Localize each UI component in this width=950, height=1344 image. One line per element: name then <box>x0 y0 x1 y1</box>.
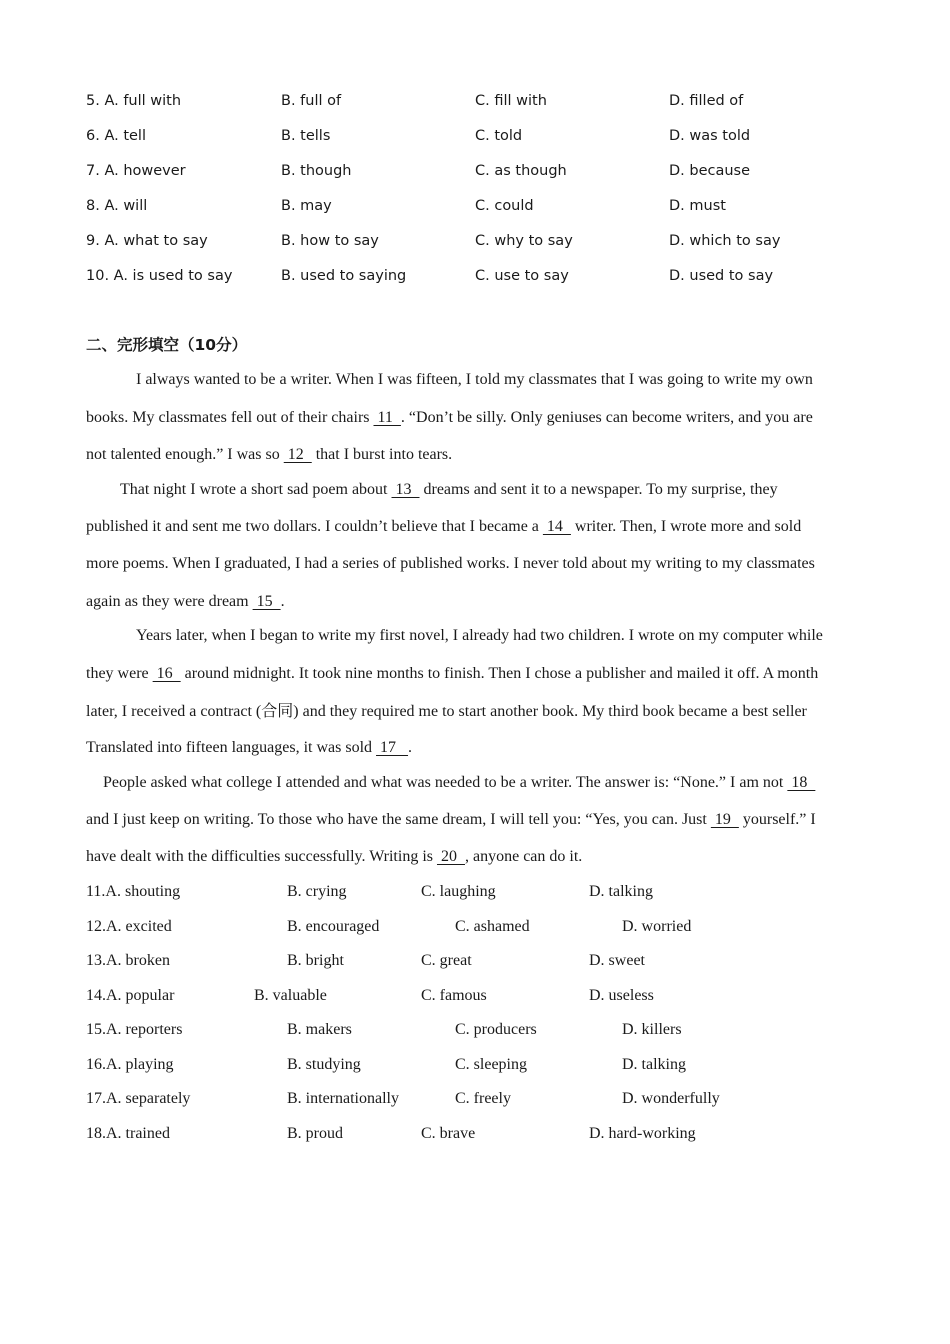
option-c: C. great <box>421 952 472 969</box>
passage-line: Translated into fifteen languages, it was sold 17 . <box>86 739 413 756</box>
passage-line: again as they were dream 15 . <box>86 593 285 610</box>
option-a: 9. A. what to say <box>86 233 208 249</box>
blank-13: 13 <box>391 481 420 498</box>
passage-line: Years later, when I began to write my first novel, I already had two children. I wrote on my computer while <box>136 627 823 644</box>
option-a: 5. A. full with <box>86 93 182 109</box>
option-d: D. useless <box>589 987 654 1004</box>
option-a: 7. A. however <box>86 163 186 179</box>
option-a: 16.A. playing <box>86 1056 174 1073</box>
option-b: B. bright <box>287 952 344 969</box>
option-d: D. hard-working <box>589 1125 696 1142</box>
passage-line: I always wanted to be a writer. When I was fifteen, I told my classmates that I was going to write my own <box>136 371 813 388</box>
option-b: B. crying <box>287 883 347 900</box>
blank-12: 12 <box>283 446 312 463</box>
blank-18: 18 <box>787 774 816 791</box>
section-heading: 二、完形填空（10分） <box>86 336 248 354</box>
option-b: B. internationally <box>287 1090 399 1107</box>
passage-line: more poems. When I graduated, I had a series of published works. I never told about my writing to my classmates <box>86 555 815 572</box>
option-a: 17.A. separately <box>86 1090 191 1107</box>
option-d: D. talking <box>589 883 653 900</box>
option-b: B. encouraged <box>287 918 380 935</box>
option-d: D. must <box>669 198 726 214</box>
passage-line: published it and sent me two dollars. I couldn’t believe that I became a 14 writer. Then, I wrote more and sold <box>86 518 802 535</box>
option-b: B. tells <box>281 128 331 144</box>
option-a: 10. A. is used to say <box>86 268 233 284</box>
chinese-gloss: 合同 <box>261 701 294 720</box>
option-c: C. fill with <box>475 93 547 109</box>
option-d: D. killers <box>622 1021 682 1038</box>
passage-line: That night I wrote a short sad poem about 13 dreams and sent it to a newspaper. To my surprise, they <box>120 481 778 498</box>
option-c: C. could <box>475 198 534 214</box>
option-a: 8. A. will <box>86 198 148 214</box>
option-b: B. proud <box>287 1125 343 1142</box>
option-b: B. valuable <box>254 987 327 1004</box>
option-a: 13.A. broken <box>86 952 170 969</box>
option-a: 18.A. trained <box>86 1125 170 1142</box>
option-a: 6. A. tell <box>86 128 146 144</box>
option-a: 11.A. shouting <box>86 883 181 900</box>
blank-11: 11 <box>373 409 401 426</box>
option-c: C. freely <box>455 1090 511 1107</box>
option-c: C. brave <box>421 1125 476 1142</box>
option-d: D. sweet <box>589 952 645 969</box>
option-a: 15.A. reporters <box>86 1021 183 1038</box>
option-d: D. worried <box>622 918 692 935</box>
option-c: C. laughing <box>421 883 496 900</box>
option-d: D. wonderfully <box>622 1090 720 1107</box>
option-c: C. told <box>475 128 523 144</box>
option-b: B. how to say <box>281 233 379 249</box>
passage-line: they were 16 around midnight. It took nine months to finish. Then I chose a publisher and mailed it off. A month <box>86 665 819 682</box>
option-d: D. talking <box>622 1056 686 1073</box>
blank-20: 20 <box>436 848 465 865</box>
option-b: B. may <box>281 198 332 214</box>
option-a: 14.A. popular <box>86 987 175 1004</box>
option-c: C. ashamed <box>455 918 530 935</box>
option-d: D. which to say <box>669 233 781 249</box>
blank-16: 16 <box>152 665 181 682</box>
option-b: B. makers <box>287 1021 352 1038</box>
option-d: D. used to say <box>669 268 774 284</box>
passage-line: and I just keep on writing. To those who have the same dream, I will tell you: “Yes, you can. Just 19 yourself.” I <box>86 811 816 828</box>
passage-line: later, I received a contract (合同) and they required me to start another book. My third book became a best seller <box>86 701 807 720</box>
option-c: C. famous <box>421 987 487 1004</box>
passage-line: have dealt with the difficulties successfully. Writing is 20 , anyone can do it. <box>86 848 583 865</box>
passage-line: books. My classmates fell out of their chairs 11 . “Don’t be silly. Only geniuses can become writers, and you are <box>86 409 813 426</box>
option-b: B. though <box>281 163 352 179</box>
blank-15: 15 <box>252 593 281 610</box>
passage-line: not talented enough.” I was so 12 that I burst into tears. <box>86 446 453 463</box>
option-c: C. why to say <box>475 233 573 249</box>
option-d: D. because <box>669 163 751 179</box>
option-c: C. sleeping <box>455 1056 527 1073</box>
option-c: C. use to say <box>475 268 569 284</box>
option-d: D. filled of <box>669 93 744 109</box>
option-b: B. full of <box>281 93 342 109</box>
blank-14: 14 <box>542 518 571 535</box>
option-b: B. studying <box>287 1056 361 1073</box>
option-d: D. was told <box>669 128 751 144</box>
option-c: C. as though <box>475 163 567 179</box>
option-c: C. producers <box>455 1021 537 1038</box>
option-a: 12.A. excited <box>86 918 172 935</box>
passage-line: People asked what college I attended and what was needed to be a writer. The answer is: “None.” I am not 18 <box>103 774 816 791</box>
option-b: B. used to saying <box>281 268 407 284</box>
blank-17: 17 <box>376 739 409 756</box>
blank-19: 19 <box>710 811 739 828</box>
